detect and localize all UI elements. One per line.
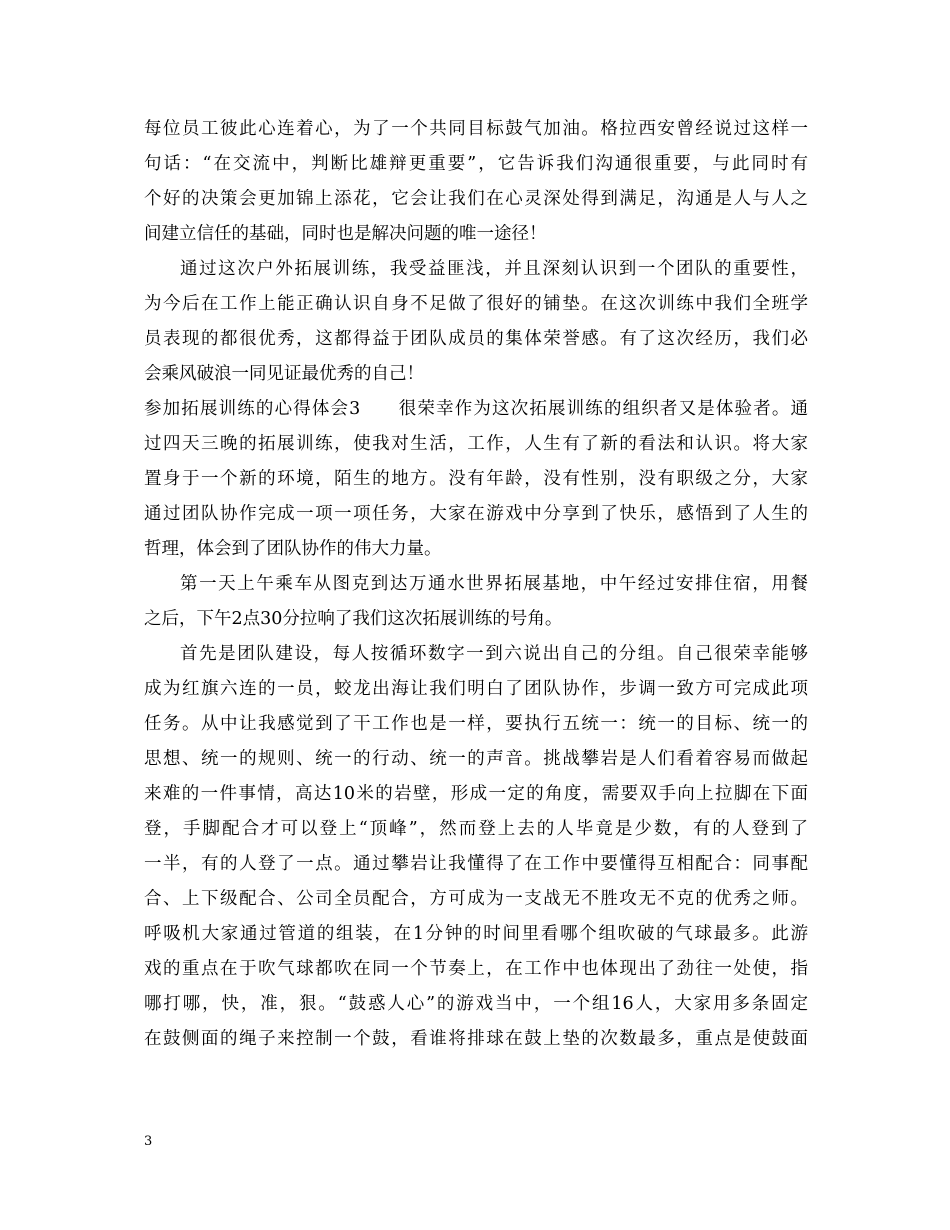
text-line: 通过团队协作完成一项一项任务，大家在游戏中分享到了快乐，感悟到了人生的 xyxy=(144,504,808,524)
text-line: 呼吸机大家通过管道的组装，在1分钟的时间里看哪个组吹破的气球最多。此游 xyxy=(144,924,808,944)
text-line: 每位员工彼此心连着心，为了一个共同目标鼓气加油。格拉西安曾经说过这样一 xyxy=(144,119,808,139)
text-line: 哲理，体会到了团队协作的伟大力量。 xyxy=(144,539,442,559)
text-line: 一半，有的人登了一点。通过攀岩让我懂得了在工作中要懂得互相配合：同事配 xyxy=(144,854,808,874)
text-line: 来难的一件事情，高达10米的岩壁，形成一定的角度，需要双手向上拉脚在下面 xyxy=(144,784,808,804)
text-line: 在鼓侧面的绳子来控制一个鼓，看谁将排球在鼓上垫的次数最多，重点是使鼓面 xyxy=(144,1029,808,1049)
text-line: 哪打哪，快，准，狠。“鼓惑人心”的游戏当中，一个组16人，大家用多条固定 xyxy=(144,994,808,1014)
text-line: 间建立信任的基础，同时也是解决问题的唯一途径！ xyxy=(144,224,547,244)
text-line: 之后，下午2点30分拉响了我们这次拓展训练的号角。 xyxy=(144,609,563,629)
text-line: 成为红旗六连的一员，蛟龙出海让我们明白了团队协作，步调一致方可完成此项 xyxy=(144,679,808,699)
text-line: 过四天三晚的拓展训练，使我对生活，工作，人生有了新的看法和认识。将大家 xyxy=(144,434,808,454)
body-text xyxy=(144,112,808,1057)
text-line: 第一天上午乘车从图克到达万通水世界拓展基地，中午经过安排住宿，用餐 xyxy=(180,574,808,594)
text-line: 合、上下级配合、公司全员配合，方可成为一支战无不胜攻无不克的优秀之师。 xyxy=(144,889,808,909)
text-line: 登，手脚配合才可以登上“顶峰”，然而登上去的人毕竟是少数，有的人登到了 xyxy=(144,819,808,839)
text-line: 首先是团队建设，每人按循环数字一到六说出自己的分组。自己很荣幸能够 xyxy=(180,644,808,664)
text-line: 会乘风破浪一同见证最优秀的自己！ xyxy=(144,364,424,384)
text-line: 句话：“在交流中，判断比雄辩更重要”，它告诉我们沟通很重要，与此同时有 xyxy=(144,154,808,174)
text-line: 参加拓展训练的心得体会3 很荣幸作为这次拓展训练的组织者又是体验者。通 xyxy=(144,399,808,419)
text-line: 任务。从中让我感觉到了干工作也是一样，要执行五统一：统一的目标、统一的 xyxy=(144,714,808,734)
text-line: 员表现的都很优秀，这都得益于团队成员的集体荣誉感。有了这次经历，我们必 xyxy=(144,329,808,349)
text-line: 戏的重点在于吹气球都吹在同一个节奏上，在工作中也体现出了劲往一处使，指 xyxy=(144,959,808,979)
text-line: 置身于一个新的环境，陌生的地方。没有年龄，没有性别，没有职级之分，大家 xyxy=(144,469,808,489)
text-line: 为今后在工作上能正确认识自身不足做了很好的铺垫。在这次训练中我们全班学 xyxy=(144,294,808,314)
text-line: 思想、统一的规则、统一的行动、统一的声音。挑战攀岩是人们看着容易而做起 xyxy=(144,749,808,769)
page-number: 3 xyxy=(144,1134,153,1149)
text-line: 通过这次户外拓展训练，我受益匪浅，并且深刻认识到一个团队的重要性， xyxy=(180,259,808,279)
text-line: 个好的决策会更加锦上添花，它会让我们在心灵深处得到满足，沟通是人与人之 xyxy=(144,189,808,209)
